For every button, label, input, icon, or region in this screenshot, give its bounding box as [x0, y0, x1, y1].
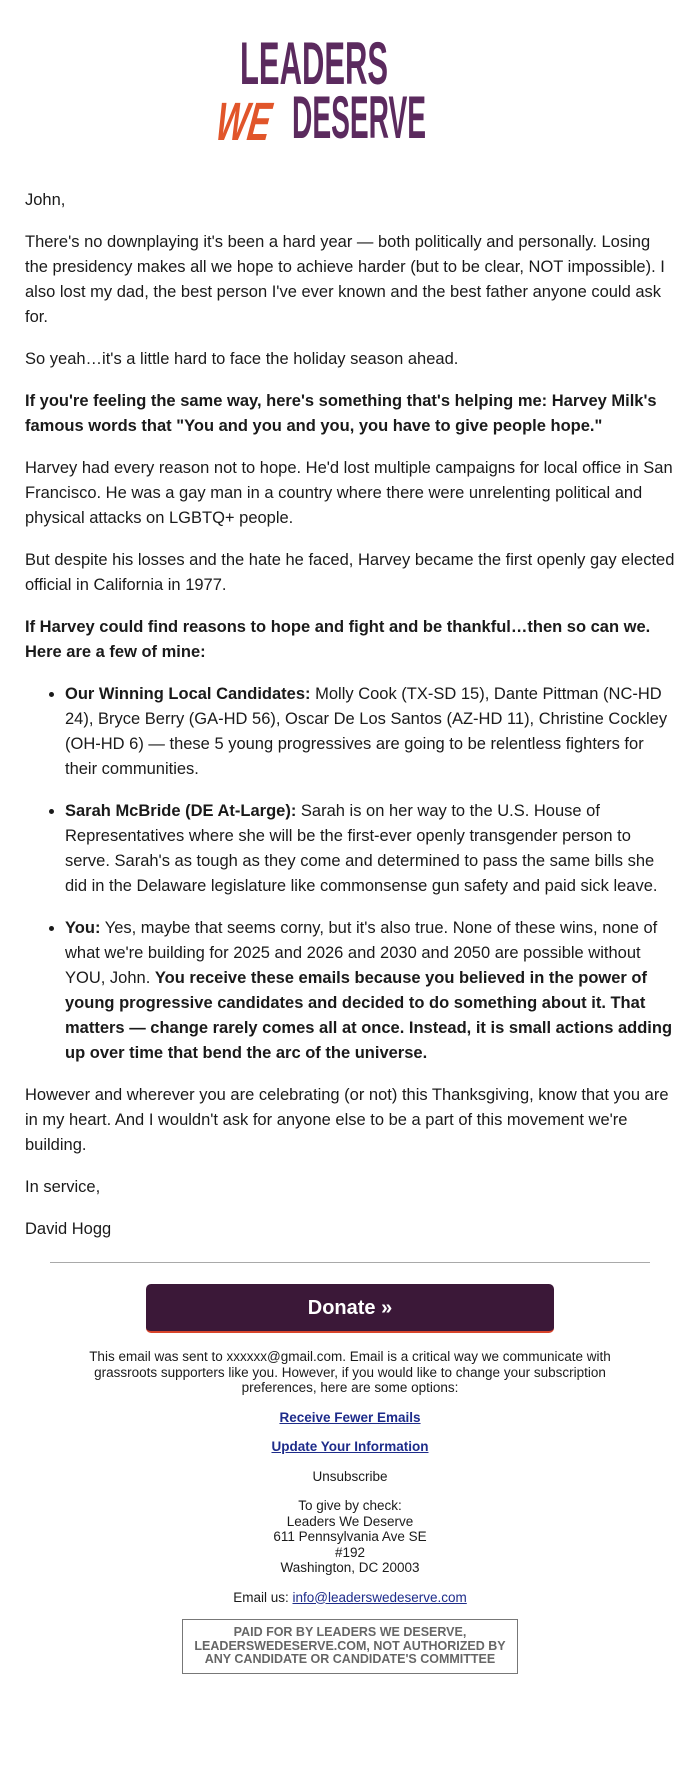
signature: David Hogg: [25, 1220, 112, 1238]
update-information-link[interactable]: Update Your Information: [271, 1439, 429, 1454]
list-item: [65, 682, 675, 782]
logo-we: WE: [212, 92, 308, 152]
mailing-address: [0, 1498, 700, 1576]
donate-button[interactable]: Donate »: [146, 1284, 554, 1333]
logo-line-deserve: DESERVE: [292, 84, 426, 151]
email-us: [0, 1590, 700, 1606]
greeting: John,: [25, 191, 66, 209]
thankful-list: [25, 682, 675, 1066]
paragraph-6-bold: If Harvey could find reasons to hope and fight and be thankful…then so can we. Here are a few of mine:: [25, 618, 651, 661]
list-item-title: Our Winning Local Candidates:: [65, 685, 311, 703]
list-item-text: Sarah is on her way to the U.S. House of Representatives where she will be the first-ever openly transgender person to serve. Sarah's as tough as they come and determined to pass the same bills she did in the Delaware legislature like commonsense gun safety and paid sick leave.: [65, 802, 658, 895]
address-city: Washington, DC 20003: [280, 1560, 420, 1575]
contact-email-link[interactable]: info@leaderswedeserve.com: [292, 1589, 467, 1605]
list-item-bold-tail: You receive these emails because you believed in the power of young progressive candidates and decided to do something about it. That matters — change rarely comes all at once. Instead, it is small actions adding up over time that bend the arc of the universe.: [65, 969, 673, 1062]
email-us-label: Email us:: [233, 1589, 293, 1605]
leaders-we-deserve-logo: [212, 28, 470, 164]
paragraph-2: So yeah…it's a little hard to face the holiday season ahead.: [25, 350, 459, 368]
paragraph-7: However and wherever you are celebrating (or not) this Thanksgiving, know that you are in my heart. And I wouldn't ask for anyone else to be a part of this movement we're building.: [25, 1086, 669, 1154]
check-label: To give by check:: [298, 1498, 402, 1513]
list-item: [65, 799, 675, 899]
list-item-text: Molly Cook (TX-SD 15), Dante Pittman (NC-HD 24), Bryce Berry (GA-HD 56), Oscar De Los Santos (AZ-HD 11), Christine Cockley (OH-HD 6) — these 5 young progressives are going to be relentless fighters for their communities.: [65, 685, 668, 778]
paragraph-3-bold: If you're feeling the same way, here's something that's helping me: Harvey Milk's famous words that "You and you and you, you have to give people hope.": [25, 392, 657, 435]
footer: [0, 1349, 700, 1674]
paragraph-5: But despite his losses and the hate he faced, Harvey became the first openly gay elected official in California in 1977.: [25, 551, 675, 594]
receive-fewer-emails-link[interactable]: Receive Fewer Emails: [279, 1409, 421, 1425]
address-suite: #192: [334, 1544, 366, 1560]
address-org: Leaders We Deserve: [286, 1513, 414, 1529]
list-item-title: You:: [65, 919, 101, 937]
list-item-title: Sarah McBride (DE At-Large):: [65, 802, 297, 820]
list-item-text: Yes, maybe that seems corny, but it's also true. None of these wins, none of what we're building for 2025 and 2026 and 2030 and 2050 are possible without YOU, John.: [65, 919, 658, 987]
letter-body: [0, 188, 700, 1242]
signoff: In service,: [25, 1178, 101, 1196]
paragraph-4: Harvey had every reason not to hope. He'd lost multiple campaigns for local office in San Francisco. He was a gay man in a country where there were unrelenting political and physical attacks on LGBTQ+ people.: [25, 459, 673, 527]
paid-for-disclaimer: PAID FOR BY LEADERS WE DESERVE, LEADERSWEDESERVE.COM, NOT AUTHORIZED BY ANY CANDIDATE OR CANDIDATE'S COMMITTEE: [182, 1619, 518, 1674]
email-container: [0, 28, 700, 1674]
address-street: 611 Pennsylvania Ave SE: [273, 1529, 427, 1544]
divider: [50, 1262, 650, 1263]
list-item: [65, 916, 675, 1066]
subscription-notice: This email was sent to xxxxxx@gmail.com. Email is a critical way we communicate with grassroots supporters like you. However, if you would like to change your subscription preferences, here are some options:: [89, 1349, 611, 1395]
unsubscribe-link[interactable]: Unsubscribe: [312, 1468, 388, 1484]
logo-line-leaders: LEADERS: [240, 30, 388, 97]
paragraph-1: There's no downplaying it's been a hard year — both politically and personally. Losing the presidency makes all we hope to achieve harder (but to be clear, NOT impossible). I also lost my dad, the best person I've ever known and the best father anyone could ask for.: [25, 233, 665, 326]
